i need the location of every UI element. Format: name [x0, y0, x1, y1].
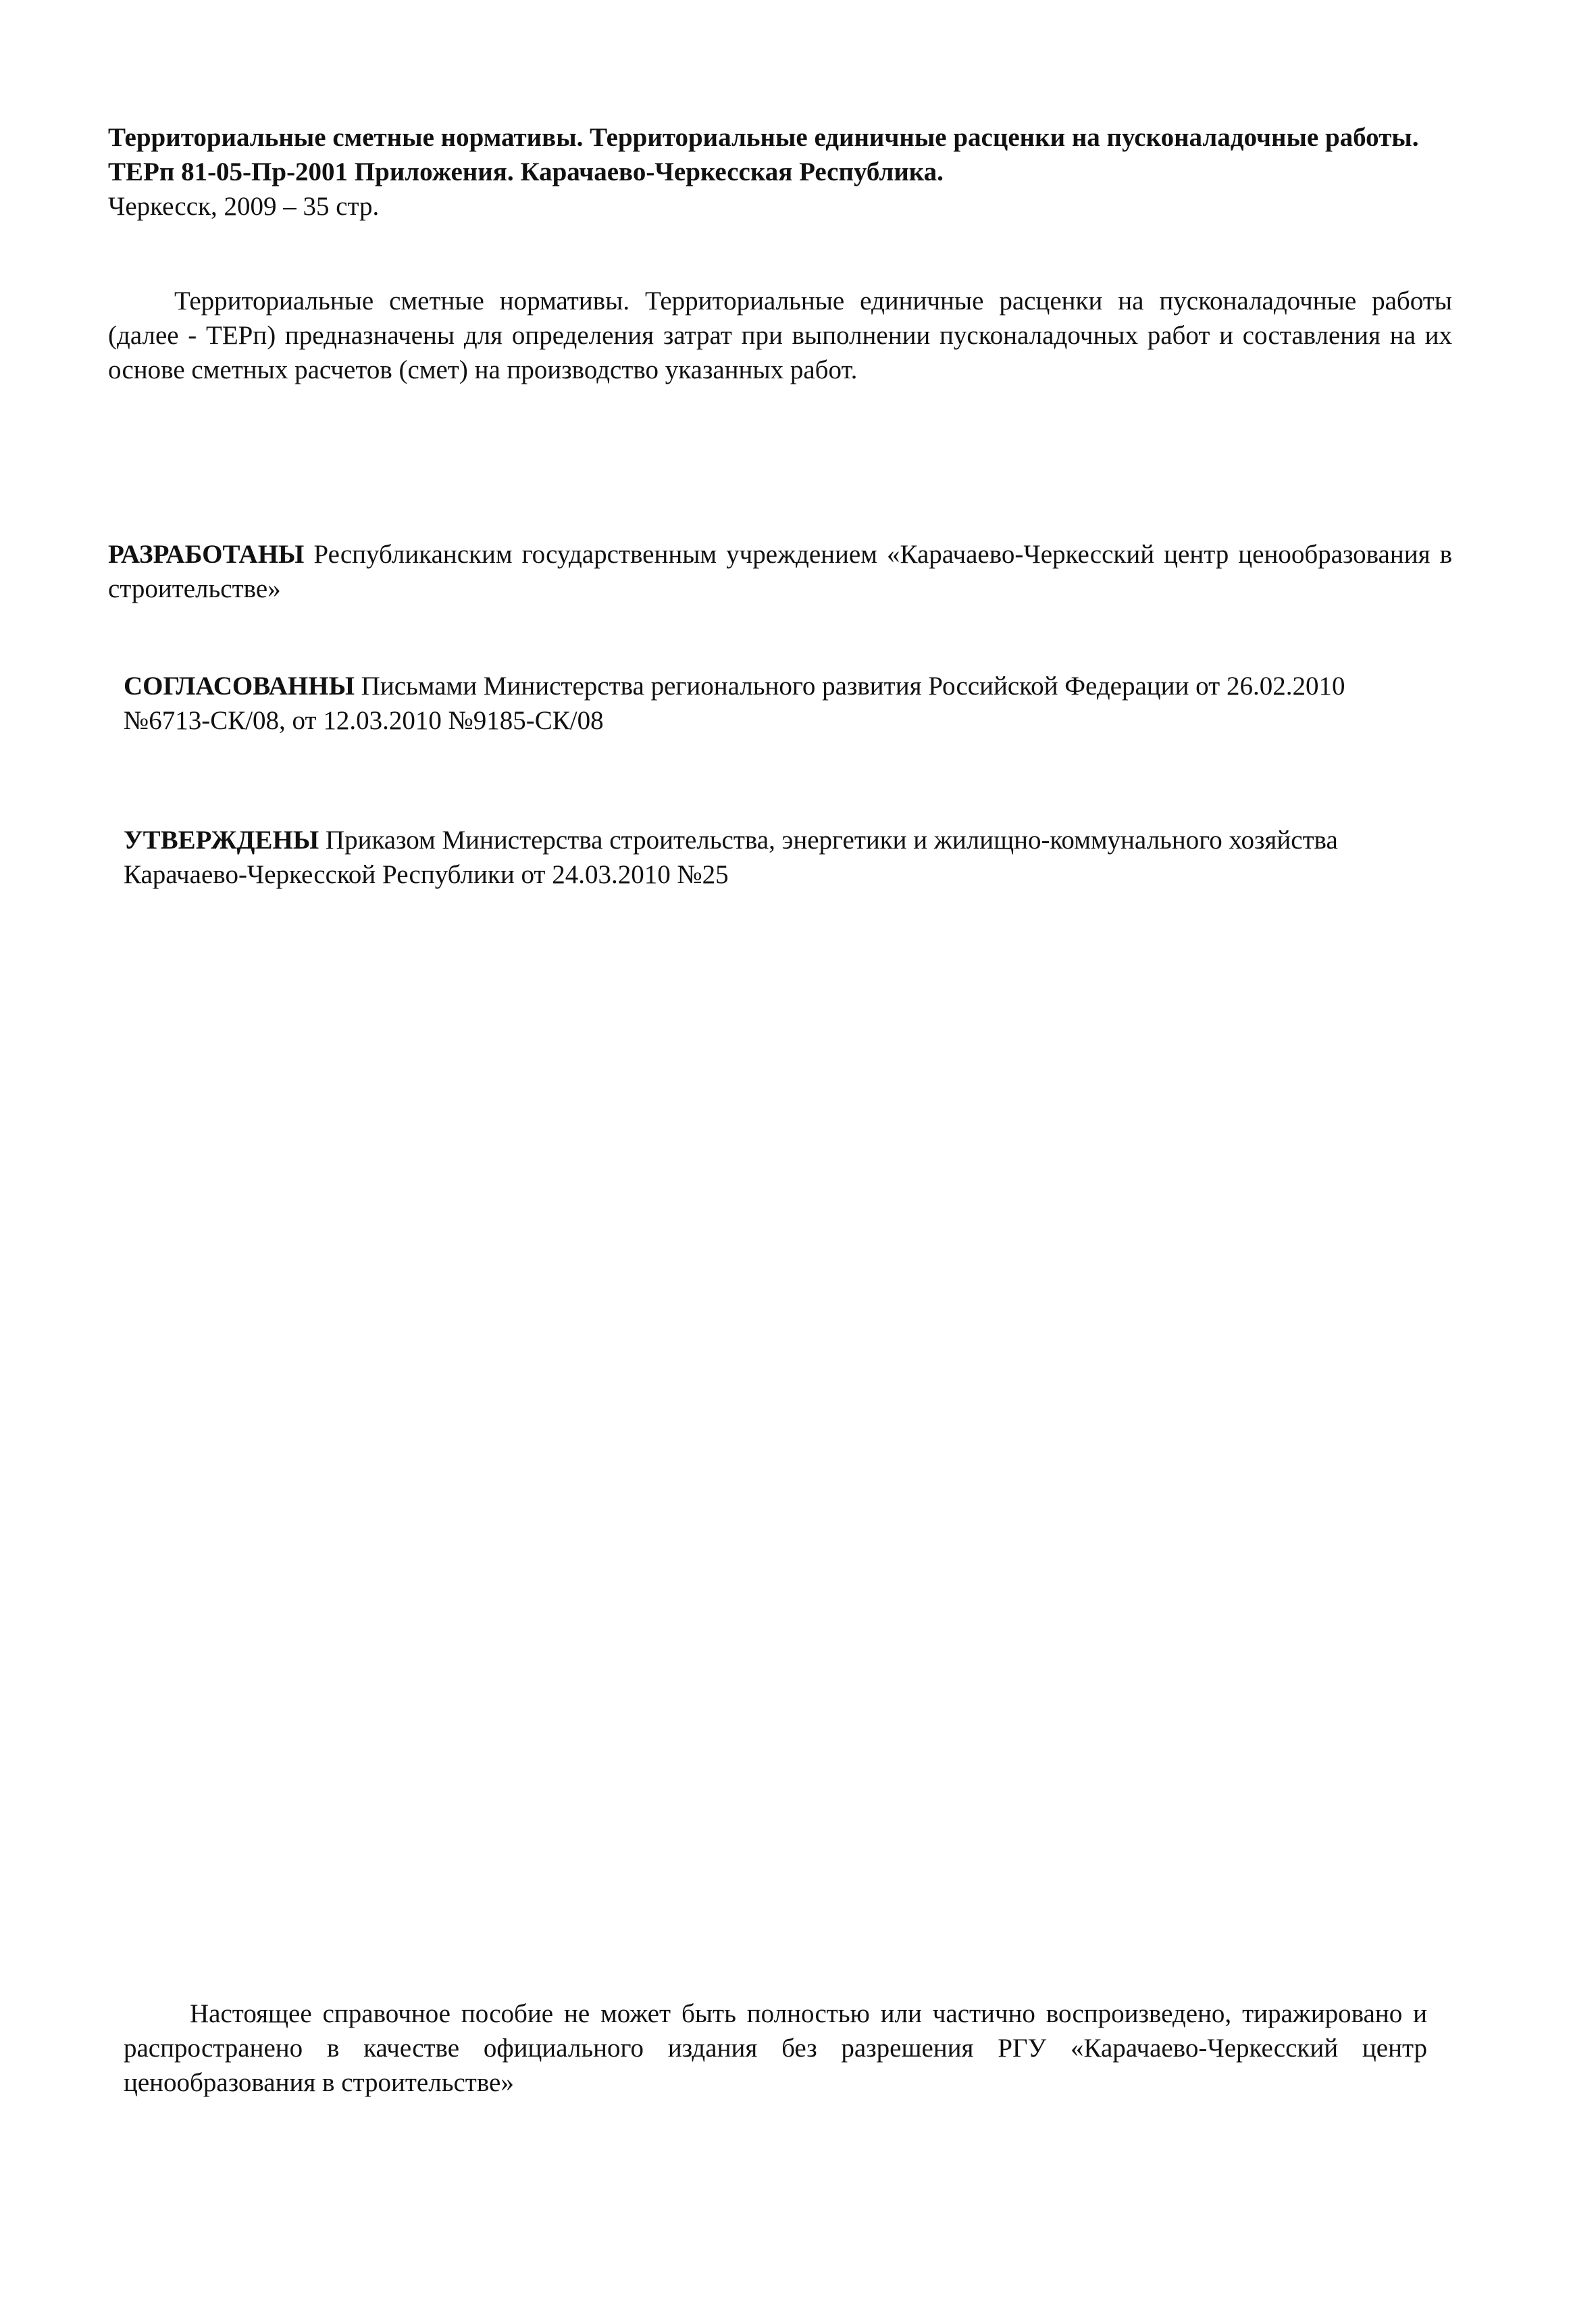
- approved-label: УТВЕРЖДЕНЫ: [124, 826, 319, 855]
- agreed-label: СОГЛАСОВАННЫ: [124, 672, 355, 701]
- approved-text: Приказом Министерства строительства, энергетики и жилищно-коммунального хозяйства Карачаево-Черкесской Республики от 24.03.2010 №25: [124, 826, 1338, 889]
- agreed-text: Письмами Министерства регионального развития Российской Федерации от 26.02.2010 №6713-СК/08, от 12.03.2010 №9185-СК/08: [124, 672, 1345, 735]
- approved-section: [124, 823, 1441, 892]
- notice-text: Настоящее справочное пособие не может быть полностью или частично воспроизведено, тиражировано и распространено в качестве официального издания без разрешения РГУ «Карачаево-Черкесский центр ценообразования в строительстве»: [124, 1999, 1427, 2097]
- document-code: ТЕРп 81-05-Пр-2001 Приложения. Карачаево-Черкесская Республика.: [108, 157, 944, 186]
- copyright-notice: [124, 1996, 1427, 2100]
- agreed-section: [124, 669, 1407, 738]
- developed-label: РАЗРАБОТАНЫ: [108, 540, 305, 569]
- developed-text: Республиканским государственным учреждением «Карачаево-Черкесский центр ценообразования в строительстве»: [108, 540, 1453, 603]
- intro-paragraph: [108, 284, 1452, 387]
- document-title: Территориальные сметные нормативы. Территориальные единичные расценки на пусконаладочные работы.: [108, 123, 1419, 152]
- developed-section: [108, 537, 1452, 606]
- intro-text: Территориальные сметные нормативы. Территориальные единичные расценки на пусконаладочные работы (далее - ТЕРп) предназначены для определения затрат при выполнении пусконаладочных работ и составления на их основе сметных расчетов (смет) на производство указанных работ.: [108, 286, 1452, 384]
- document-imprint: Черкесск, 2009 – 35 стр.: [108, 192, 380, 221]
- document-header: [108, 120, 1452, 224]
